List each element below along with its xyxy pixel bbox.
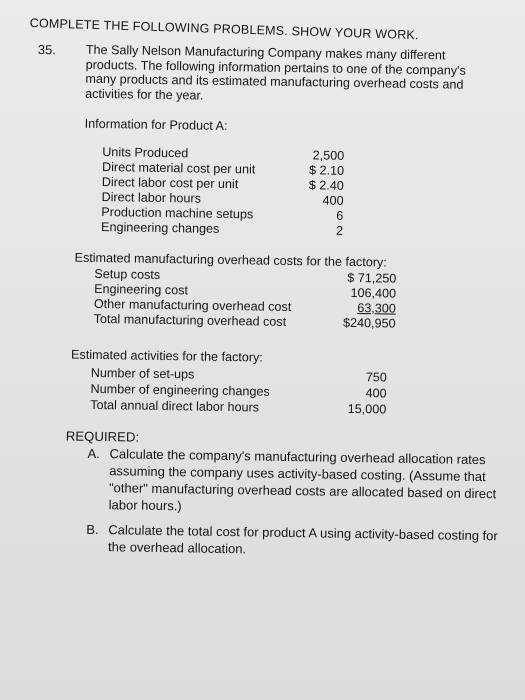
activities-heading: Estimated activities for the factory:	[70, 347, 263, 365]
activities-table	[90, 365, 387, 418]
table-row	[90, 397, 386, 418]
product-info-heading: Information for Product A:	[84, 116, 228, 133]
product-info-table	[101, 145, 344, 239]
item-text: Calculate the total cost for product A using activity-based costing for the overhead allocation.	[107, 522, 498, 557]
row-value: 750	[365, 370, 387, 385]
overhead-heading: Estimated manufacturing overhead costs for the factory:	[74, 250, 387, 270]
problem-intro: The Sally Nelson Manufacturing Company makes many different products. The following information pertains to one of the company's many products and its estimated manufacturing overhead costs and activities for the year.	[85, 42, 466, 103]
row-value: 400	[322, 193, 344, 208]
row-label: Other manufacturing overhead cost	[93, 296, 292, 315]
row-value: 63,300	[357, 301, 396, 316]
instructions-header: COMPLETE THE FOLLOWING PROBLEMS. SHOW YOUR WORK.	[29, 16, 419, 43]
row-value: $ 2.10	[308, 163, 345, 178]
item-text: Calculate the company's manufacturing overhead allocation rates assuming the company uses activity-based costing. (Assume that "other" manufacturing overhead costs are allocated based on direct labor hours.)	[108, 446, 497, 514]
required-item-b	[86, 521, 499, 567]
table-row	[101, 220, 343, 239]
row-label: Engineering cost	[94, 281, 189, 298]
row-label: Direct labor hours	[101, 190, 202, 206]
row-value: $240,950	[342, 315, 396, 331]
row-value: $ 2.40	[308, 178, 344, 193]
row-value: 2,500	[312, 148, 345, 163]
row-value: 15,000	[347, 401, 387, 417]
row-value: 2	[335, 223, 344, 238]
row-label: Setup costs	[94, 266, 161, 282]
required-item-a	[86, 445, 499, 531]
required-title: REQUIRED:	[65, 428, 140, 445]
item-letter: A.	[87, 445, 100, 462]
item-letter: B.	[86, 521, 99, 538]
row-value: $ 71,250	[347, 270, 397, 286]
row-label: Direct labor cost per unit	[101, 175, 239, 192]
row-label: Direct material cost per unit	[101, 160, 256, 177]
row-value: 6	[336, 208, 344, 223]
row-value: 400	[365, 386, 387, 401]
row-value: 106,400	[350, 285, 397, 301]
row-label: Production machine setups	[101, 205, 254, 222]
overhead-table	[94, 267, 397, 332]
row-label: Number of engineering changes	[90, 381, 270, 399]
row-label: Engineering changes	[100, 220, 220, 236]
row-label: Units Produced	[102, 145, 189, 161]
row-label: Total annual direct labor hours	[90, 397, 260, 415]
problem-35	[37, 42, 508, 557]
problem-number: 35.	[37, 42, 57, 58]
row-label: Number of set-ups	[90, 365, 195, 382]
row-label: Total manufacturing overhead cost	[93, 311, 287, 329]
